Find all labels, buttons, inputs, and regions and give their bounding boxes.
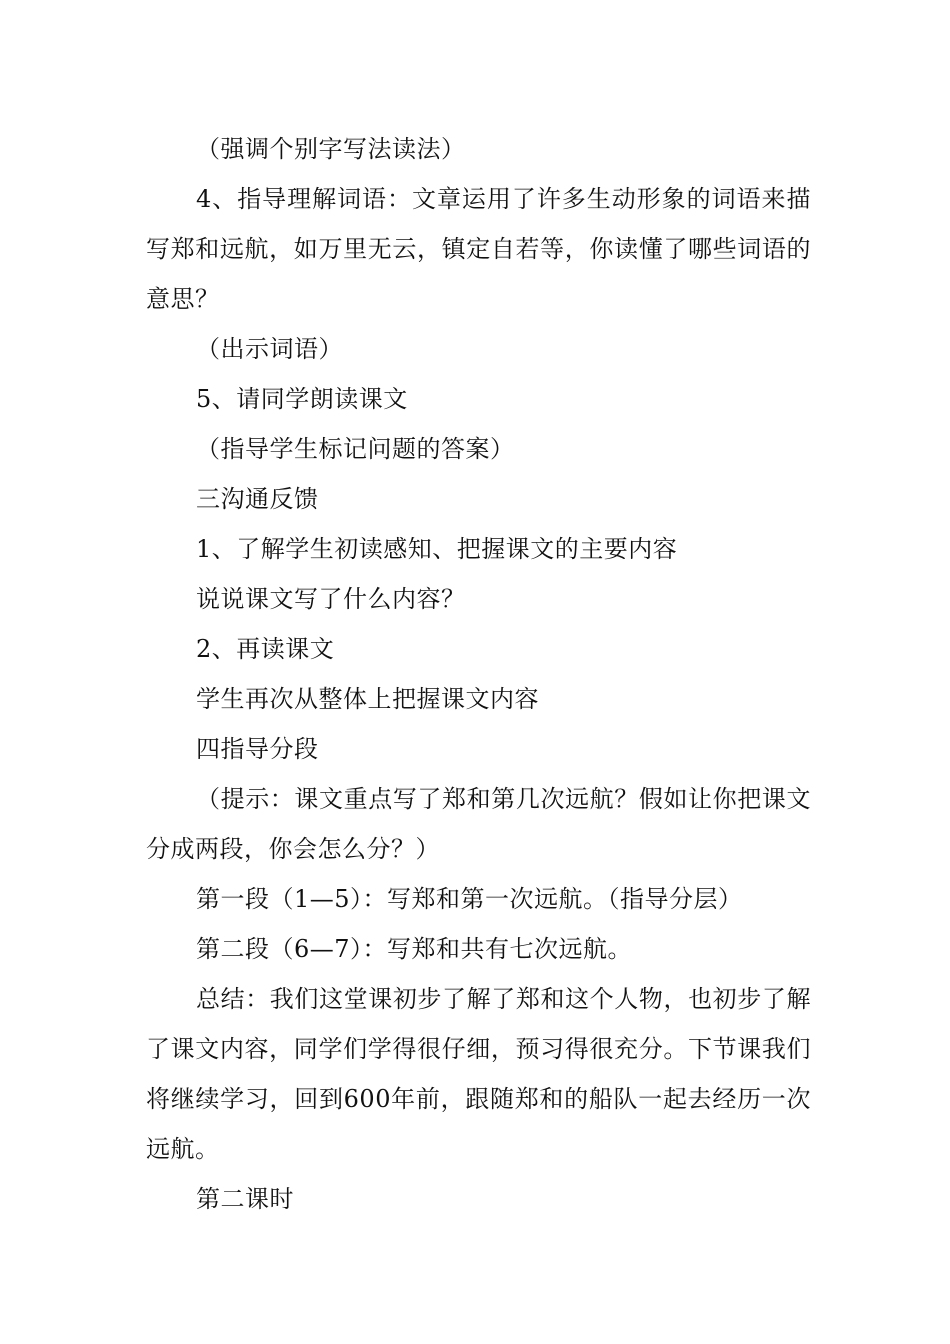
section-heading-second-lesson: 第二课时: [196, 1185, 294, 1213]
section-heading-feedback: 三沟通反馈: [196, 485, 319, 513]
paragraph-segment-1: 第一段（1—5）：写郑和第一次远航。（指导分层）: [196, 885, 743, 913]
paragraph-segment-2: 第二段（6—7）：写郑和共有七次远航。: [196, 935, 633, 963]
paragraph-show-words: （出示词语）: [196, 335, 343, 363]
paragraph-feedback-2: 2、再读课文: [196, 635, 335, 663]
paragraph-step-4: 4、指导理解词语：文章运用了许多生动形象的词语来描写郑和远航，如万里无云，镇定自若等，你读懂了哪些词语的意思？: [146, 185, 811, 313]
paragraph-feedback-1: 1、了解学生初读感知、把握课文的主要内容: [196, 535, 678, 563]
paragraph-reread: 学生再次从整体上把握课文内容: [196, 685, 539, 713]
section-heading-segmentation: 四指导分段: [196, 735, 319, 763]
document-body: [146, 124, 811, 1224]
paragraph-hint: （提示：课文重点写了郑和第几次远航？假如让你把课文分成两段，你会怎么分？）: [146, 785, 811, 863]
paragraph-question: 说说课文写了什么内容？: [196, 585, 466, 613]
paragraph-guide-mark: （指导学生标记问题的答案）: [196, 435, 515, 463]
paragraph-summary: 总结：我们这堂课初步了解了郑和这个人物，也初步了解了课文内容，同学们学得很仔细，预习得很充分。下节课我们将继续学习，回到600年前，跟随郑和的船队一起去经历一次远航。: [146, 985, 811, 1163]
paragraph-emphasis-note: （强调个别字写法读法）: [196, 135, 466, 163]
paragraph-step-5: 5、请同学朗读课文: [196, 385, 408, 413]
